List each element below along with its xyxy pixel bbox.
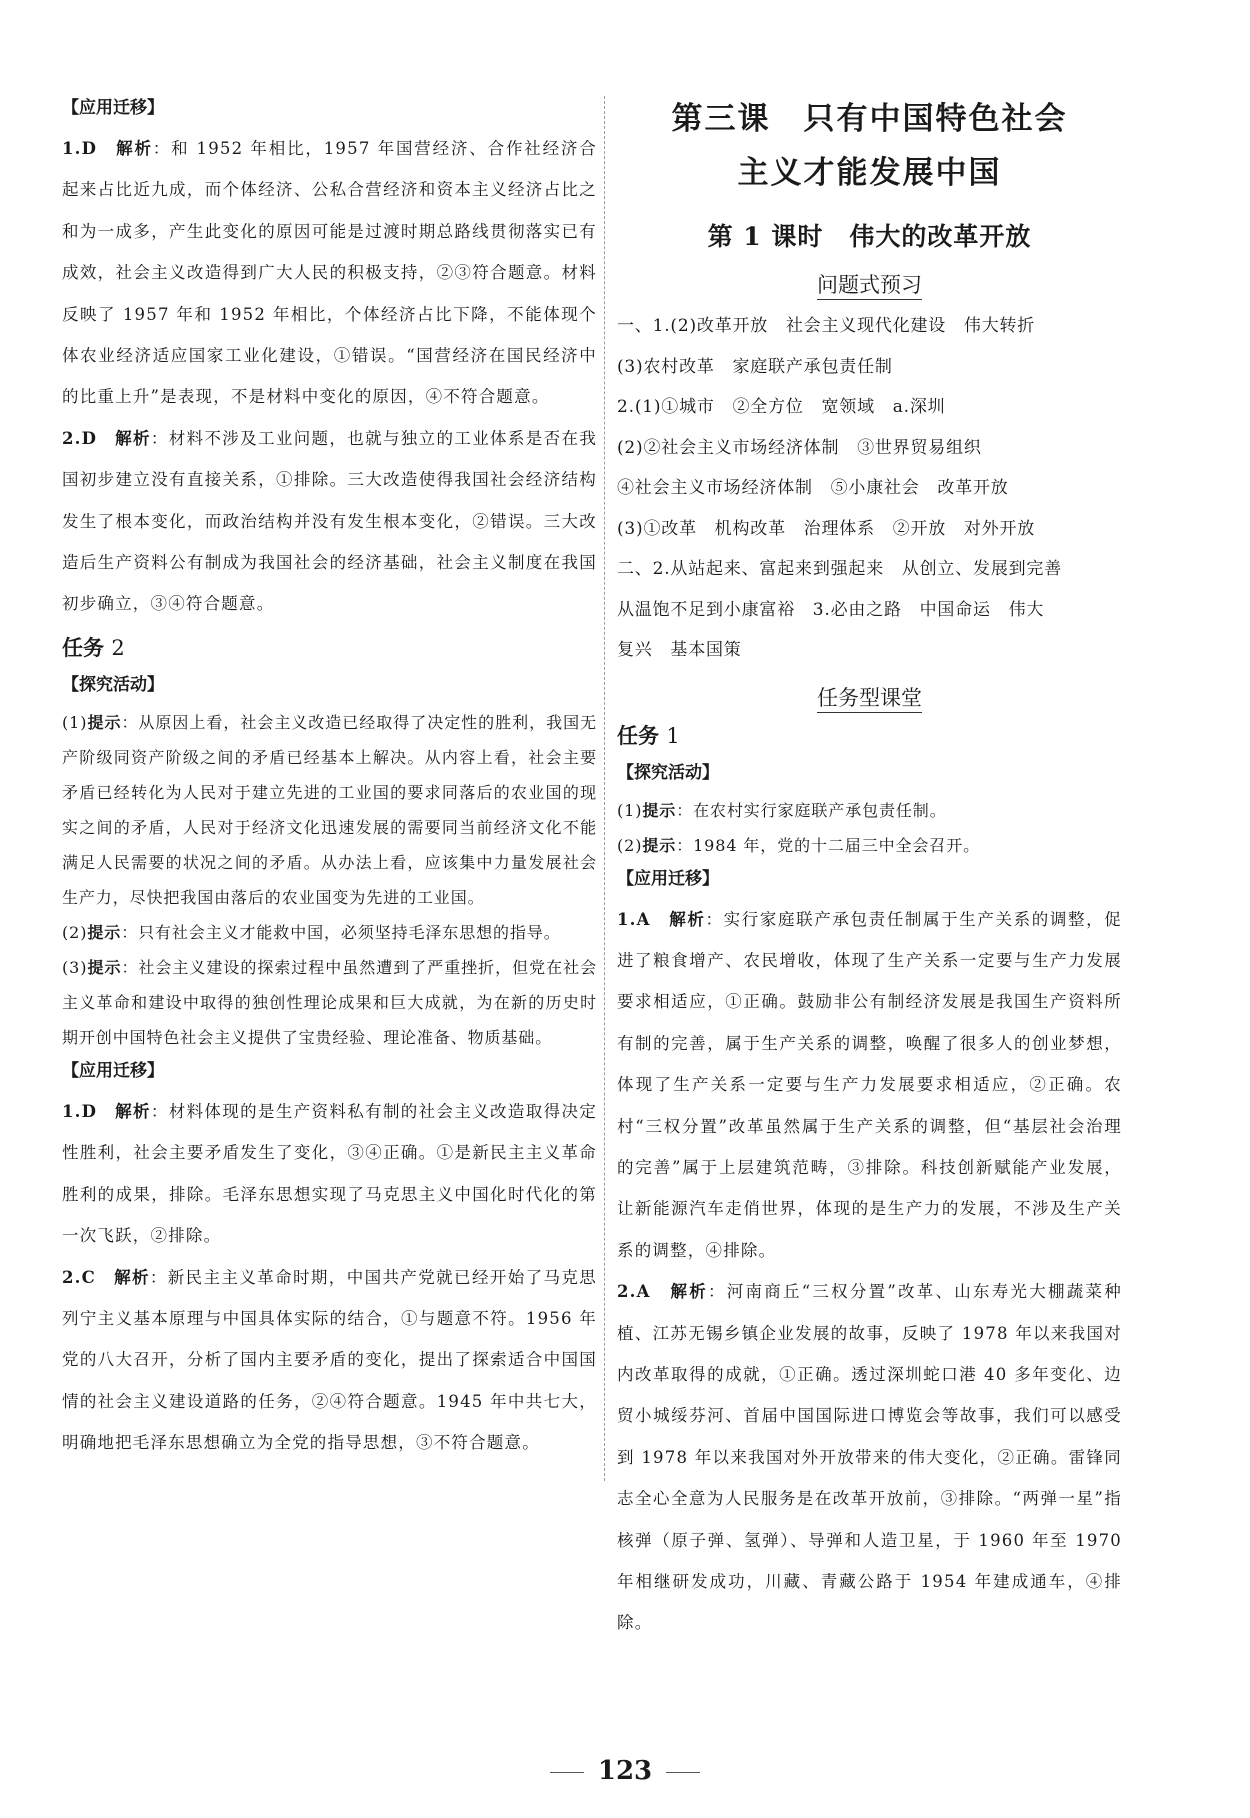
classroom-heading: 任务型课堂 xyxy=(617,683,1122,713)
dash-left xyxy=(550,1772,584,1773)
right-column xyxy=(617,92,1122,1644)
task-heading: 任务 1 xyxy=(617,723,680,748)
lesson-title: 第三课 只有中国特色社会 xyxy=(671,101,1068,137)
section-tag: 【应用迁移】 xyxy=(62,1060,164,1081)
answer-item: 1.D 解析：材料体现的是生产资料私有制的社会主义改造取得决定性胜利，社会主要矛盾发生了变化，③④正确。①是新民主主义革命胜利的成果，排除。毛泽东思想实现了马克思主义中国化时代化的第一次飞跃，②排除。 xyxy=(62,1101,598,1246)
answer-line: ④社会主义市场经济体制 ⑤小康社会 改革开放 xyxy=(617,478,1009,498)
answer-line: (2)②社会主义市场经济体制 ③世界贸易组织 xyxy=(617,437,982,458)
answer-line: (3)①改革 机构改革 治理体系 ②开放 对外开放 xyxy=(617,518,1036,539)
answer-line: 一、1.(2)改革开放 社会主义现代化建设 伟大转折 xyxy=(617,316,1036,336)
dash-right xyxy=(666,1772,700,1773)
answer-line: 从温饱不足到小康富裕 3.必由之路 中国命运 伟大 xyxy=(617,599,1045,620)
left-column xyxy=(62,92,597,1464)
answer-item: 2.C 解析：新民主主义革命时期，中国共产党就已经开始了马克思列宁主义基本原理与中国具体实际的结合，①与题意不符。1956 年党的八大召开，分析了国内主要矛盾的变化，提出了探索适合中国国情的社会主义建设道路的任务，②④符合题意。1945 年中共七大，明确地把毛泽东思想确立为全党的指导思想，③不符合题意。 xyxy=(62,1267,598,1453)
answer-line: 二、2.从站起来、富起来到强起来 从创立、发展到完善 xyxy=(617,559,1063,579)
answer-line: 复兴 基本国策 xyxy=(617,640,742,660)
hint-item: (1)提示：从原因上看，社会主义改造已经取得了决定性的胜利，我国无产阶级同资产阶级之间的矛盾已经基本上解决。从内容上看，社会主要矛盾已经转化为人民对于建立先进的工业国的要求同落后的农业国的现实之间的矛盾，人民对于经济文化迅速发展的需要同当前经济文化不能满足人民需要的状况之间的矛盾。从办法上看，应该集中力量发展社会生产力，尽快把我国由落后的农业国变为先进的工业国。 xyxy=(62,712,597,907)
hint-item: (1)提示：在农村实行家庭联产承包责任制。 xyxy=(617,800,947,820)
section-tag: 【应用迁移】 xyxy=(62,98,164,118)
lesson-subtitle: 第 1 课时 伟大的改革开放 xyxy=(707,222,1032,251)
section-tag: 【探究活动】 xyxy=(617,762,719,783)
hint-item: (2)提示：1984 年，党的十二届三中全会召开。 xyxy=(617,835,980,855)
answer-line: (3)农村改革 家庭联产承包责任制 xyxy=(617,356,893,377)
preview-heading: 问题式预习 xyxy=(617,270,1122,300)
answer-item: 1.A 解析：实行家庭联产承包责任制属于生产关系的调整，促进了粮食增产、农民增收，体现了生产关系一定要与生产力发展要求相适应，①正确。鼓励非公有制经济发展是我国生产资料所有制的完善，属于生产关系的调整，唤醒了很多人的创业梦想，体现了生产关系一定要与生产力发展要求相适应，②正确。农村“三权分置”改革虽然属于生产关系的调整，但“基层社会治理的完善”属于上层建筑范畴，③排除。科技创新赋能产业发展，让新能源汽车走俏世界，体现的是生产力的发展，不涉及生产关系的调整，④排除。 xyxy=(617,909,1122,1260)
answer-line: 2.(1)①城市 ②全方位 宽领域 a.深圳 xyxy=(617,397,946,417)
task-heading: 任务 2 xyxy=(62,635,125,660)
section-tag: 【探究活动】 xyxy=(62,674,164,695)
hint-item: (2)提示：只有社会主义才能救中国，必须坚持毛泽东思想的指导。 xyxy=(62,922,561,942)
answer-list xyxy=(617,306,1122,671)
hint-item: (3)提示：社会主义建设的探索过程中虽然遭到了严重挫折，但党在社会主义革命和建设中取得的独创性理论成果和巨大成就，为在新的历史时期开创中国特色社会主义提供了宝贵经验、理论准备、物质基础。 xyxy=(62,957,597,1047)
lesson-title: 主义才能发展中国 xyxy=(737,155,1002,191)
answer-item: 1.D 解析：和 1952 年相比，1957 年国营经济、合作社经济合起来占比近九成，而个体经济、公私合营经济和资本主义经济占比之和为一成多，产生此变化的原因可能是过渡时期总路线贯彻落实已有成效，社会主义改造得到广大人民的积极支持，②③符合题意。材料反映了 1957 年和 1952 年相比，个体经济占比下降，不能体现个体农业经济适应国家工业化建设，①错误。“国营经济在国民经济中的比重上升”是表现，不是材料中变化的原因，④不符合题意。 xyxy=(62,139,597,407)
answer-item: 2.D 解析：材料不涉及工业问题，也就与独立的工业体系是否在我国初步建立没有直接关系，①排除。三大改造使得我国社会经济结构发生了根本变化，而政治结构并没有发生根本变化，②错误。三大改造后生产资料公有制成为我国社会的经济基础，社会主义制度在我国初步确立，③④符合题意。 xyxy=(62,428,598,614)
page-number: 123 xyxy=(0,1756,1250,1786)
section-tag: 【应用迁移】 xyxy=(617,868,719,889)
answer-item: 2.A 解析：河南商丘“三权分置”改革、山东寿光大棚蔬菜种植、江苏无锡乡镇企业发展的故事，反映了 1978 年以来我国对内改革取得的成就，①正确。透过深圳蛇口港 40 多年变化、边贸小城绥芬河、首届中国国际进口博览会等故事，我们可以感受到 1978 年以来我国对外开放带来的伟大变化，②正确。雷锋同志全心全意为人民服务是在改革开放前，③排除。“两弹一星”指核弹（原子弹、氢弹）、导弹和人造卫星，于 1960 年至 1970 年相继研发成功，川藏、青藏公路于 1954 年建成通车，④排除。 xyxy=(617,1282,1122,1633)
column-divider xyxy=(604,96,605,1481)
